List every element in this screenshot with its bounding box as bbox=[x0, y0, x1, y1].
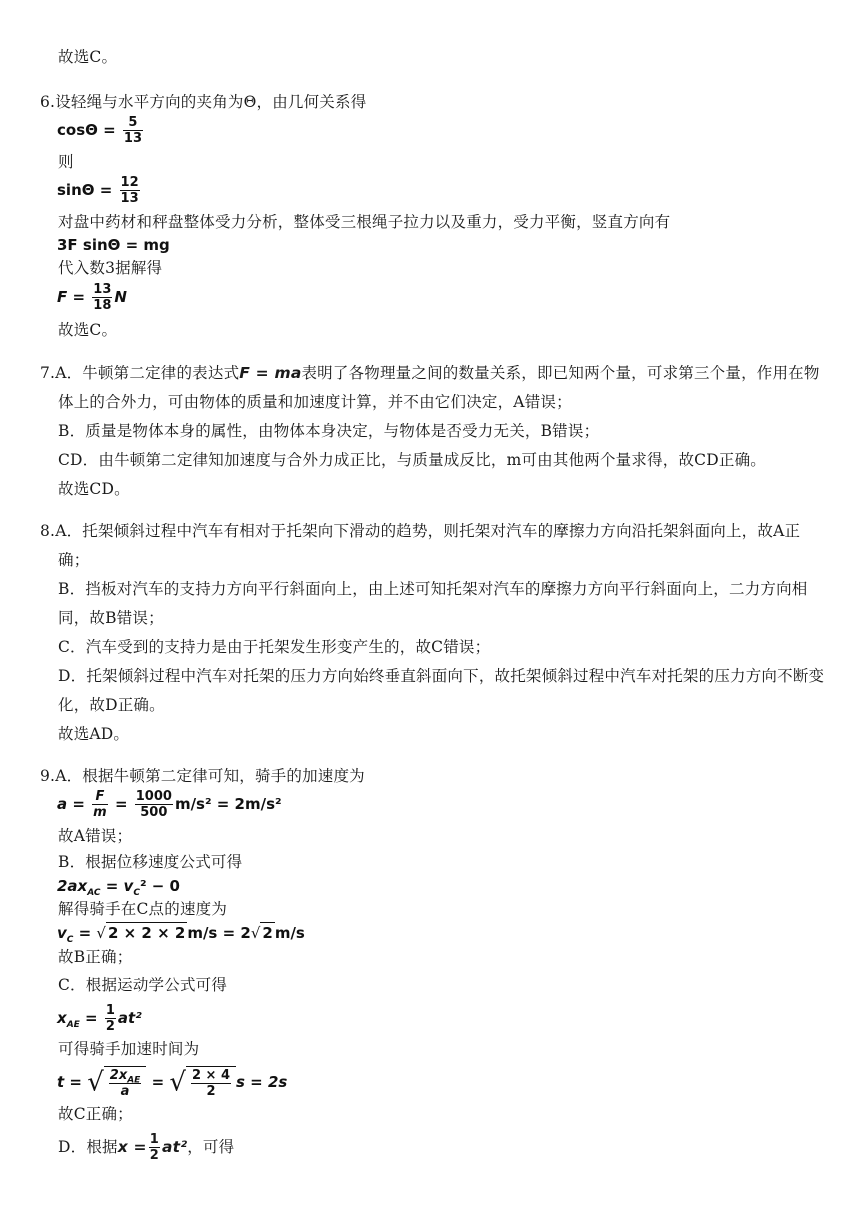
q9-b-eq-mid: = v bbox=[100, 877, 134, 895]
q6-intro: 6.设轻绳与水平方向的夹角为Θ，由几何关系得 bbox=[40, 93, 367, 111]
q6-f-numerator: 13 bbox=[93, 282, 112, 297]
q9-d-eq-lhs: x = bbox=[117, 1138, 147, 1156]
q9-b-eq-sub-c: C bbox=[133, 888, 140, 898]
q9-c-fraction bbox=[105, 1003, 116, 1034]
q9-c-denominator: 2 bbox=[105, 1019, 115, 1034]
q9-b-eq-sub-ac: AC bbox=[87, 888, 101, 898]
q9-t-fraction-2 bbox=[191, 1068, 231, 1099]
q6-sin-fraction bbox=[120, 175, 140, 206]
q7-option-b: B．质量是物体本身的属性，由物体本身决定，与物体是否受力无关，B错误； bbox=[58, 422, 600, 440]
q9-a-equals: = bbox=[114, 795, 128, 813]
q9-d-fraction bbox=[149, 1132, 160, 1163]
q9-t-radical-sign-2: √ bbox=[169, 1067, 186, 1098]
q7-conclusion: 故选CD。 bbox=[58, 480, 130, 498]
q9-option-b: B．根据位移速度公式可得 bbox=[58, 853, 243, 871]
q9-c-eq-lhs: x bbox=[57, 1009, 67, 1027]
q9-t-f1-numerator bbox=[109, 1068, 142, 1084]
q8-option-a: 8.A．托架倾斜过程中汽车有相对于托架向下滑动的趋势，则托架对汽车的摩擦力方向沿托架斜面向上，故A正 bbox=[40, 522, 801, 540]
q6-cos-numerator: 5 bbox=[123, 115, 143, 131]
q5-conclusion: 故选C。 bbox=[58, 48, 118, 66]
q9-c-time: 可得骑手加速时间为 bbox=[58, 1040, 200, 1058]
q9-a-f2-denominator: 500 bbox=[140, 805, 168, 820]
q9-option-c: C．根据运动学公式可得 bbox=[58, 976, 228, 994]
q9-a-result: 故A错误； bbox=[58, 827, 133, 845]
q6-sin-numerator: 12 bbox=[120, 175, 139, 190]
q9-d-numerator: 1 bbox=[149, 1132, 159, 1147]
q6-f-denominator: 18 bbox=[93, 298, 112, 313]
q8-option-b-cont: 同，故B错误； bbox=[58, 609, 164, 627]
q6-sin-lhs: sinΘ = bbox=[57, 181, 113, 199]
q6-cos-fraction bbox=[123, 115, 143, 146]
q9-c-result: 故C正确； bbox=[58, 1105, 133, 1123]
q9-t-f1-denominator: a bbox=[120, 1084, 130, 1099]
q9-a-rhs: m/s² = 2m/s² bbox=[174, 795, 282, 813]
q9-t-equals: = bbox=[151, 1073, 165, 1091]
q9-c-eq-eq: = bbox=[79, 1009, 98, 1027]
q6-cos-lhs: cosΘ = bbox=[57, 121, 116, 139]
q9-vc-formula bbox=[57, 922, 305, 943]
q9-a-lhs: a = bbox=[57, 795, 85, 813]
q9-b-eq-rhs: ² − 0 bbox=[139, 877, 180, 895]
q9-a-f2-numerator: 1000 bbox=[135, 789, 172, 804]
q6-f-unit: N bbox=[114, 288, 127, 306]
q9-t-radicand-1 bbox=[104, 1066, 147, 1099]
q9-accel-formula bbox=[57, 789, 282, 820]
q9-vc-sub: C bbox=[66, 935, 74, 945]
q9-vc-eq: = bbox=[73, 924, 97, 942]
q9-b-equation bbox=[57, 876, 180, 896]
q9-option-a: 9.A．根据牛顿第二定律可知，骑手的加速度为 bbox=[40, 767, 365, 785]
q6-substitute: 代入数3据解得 bbox=[58, 259, 163, 277]
q9-c-eq-sub: AE bbox=[66, 1020, 80, 1030]
q9-t-radical-sign-1: √ bbox=[87, 1067, 104, 1098]
q9-vc-radicand-2: 2 bbox=[262, 924, 273, 942]
q8-option-d-cont: 化，故D正确。 bbox=[58, 696, 165, 714]
q6-f-lhs: F = bbox=[57, 288, 86, 306]
q9-t-f1-numerator-sub: AE bbox=[127, 1075, 141, 1086]
q9-d-formula bbox=[117, 1132, 188, 1163]
q9-a-f1-numerator: F bbox=[92, 789, 108, 805]
q6-then: 则 bbox=[58, 153, 74, 171]
q6-conclusion: 故选C。 bbox=[58, 321, 118, 339]
q9-vc-radical-sign: √ bbox=[96, 924, 106, 942]
q6-sin-denominator: 13 bbox=[120, 191, 139, 206]
q7-option-cd: CD．由牛顿第二定律知加速度与合外力成正比，与质量成反比，m可由其他两个量求得，故CD正确。 bbox=[58, 451, 766, 469]
q7-a-post: 表明了各物理量之间的数量关系，即已知两个量，可求第三个量，作用在物 bbox=[301, 364, 820, 382]
q6-f-formula bbox=[57, 282, 127, 313]
q9-vc-radicand: 2 × 2 × 2 bbox=[107, 924, 186, 942]
q9-vc-unit-2: m/s bbox=[274, 924, 305, 942]
q9-t-f2-denominator: 2 bbox=[206, 1084, 216, 1099]
q6-cos-denominator: 13 bbox=[123, 131, 142, 146]
q6-force-equation: 3F sinΘ = mg bbox=[57, 236, 170, 254]
q9-t-formula bbox=[57, 1066, 287, 1099]
q6-sin-formula bbox=[57, 175, 142, 206]
q6-f-fraction bbox=[92, 282, 112, 313]
q9-t-f2-numerator: 2 × 4 bbox=[191, 1068, 231, 1083]
q8-option-d: D．托架倾斜过程中汽车对托架的压力方向始终垂直斜面向下，故托架倾斜过程中汽车对托架的压力方向不断变 bbox=[58, 667, 825, 685]
q9-b-eq-lhs: 2ax bbox=[57, 877, 88, 895]
q9-a-fraction-2 bbox=[135, 789, 173, 820]
q8-conclusion: 故选AD。 bbox=[58, 725, 130, 743]
q9-a-f1-denominator: m bbox=[93, 805, 107, 820]
q9-b-result: 故B正确； bbox=[58, 948, 133, 966]
q9-t-radicand-2 bbox=[186, 1066, 236, 1099]
q9-t-lhs: t = bbox=[57, 1073, 82, 1091]
q9-c-equation bbox=[57, 1003, 142, 1034]
q9-d-pre: D．根据 bbox=[58, 1138, 118, 1156]
q9-c-eq-rhs: at² bbox=[117, 1009, 142, 1027]
q6-analysis: 对盘中药材和秤盘整体受力分析，整体受三根绳子拉力以及重力，受力平衡，竖直方向有 bbox=[58, 213, 671, 231]
q8-option-a-cont: 确； bbox=[58, 551, 90, 569]
q9-t-rhs: s = 2s bbox=[236, 1073, 288, 1091]
q9-b-solve: 解得骑手在C点的速度为 bbox=[58, 900, 228, 918]
q9-c-numerator: 1 bbox=[105, 1003, 115, 1018]
q6-cos-formula bbox=[57, 115, 145, 146]
q7-a-formula: F = ma bbox=[239, 364, 302, 382]
q8-option-b: B．挡板对汽车的支持力方向平行斜面向上，由上述可知托架对汽车的摩擦力方向平行斜面向上，二力方向相 bbox=[58, 580, 808, 598]
q9-option-d bbox=[58, 1132, 234, 1163]
q9-a-fraction-1 bbox=[92, 789, 108, 820]
q7-a-pre: 7.A．牛顿第二定律的表达式 bbox=[40, 364, 240, 382]
q9-d-denominator: 2 bbox=[149, 1148, 159, 1163]
q9-vc-radical-sign-2: √ bbox=[250, 924, 261, 942]
q9-vc-lhs: v bbox=[57, 924, 67, 942]
q7-option-a-cont: 体上的合外力，可由物体的质量和加速度计算，并不由它们决定，A错误； bbox=[58, 393, 572, 411]
q9-t-fraction-1 bbox=[109, 1068, 142, 1099]
q9-t-f1-numerator-main: 2x bbox=[109, 1068, 128, 1083]
q9-vc-unit: m/s = 2 bbox=[187, 924, 251, 942]
q8-option-c: C．汽车受到的支持力是由于托架发生形变产生的，故C错误； bbox=[58, 638, 491, 656]
q9-d-post: ，可得 bbox=[187, 1138, 235, 1156]
q7-option-a bbox=[40, 363, 820, 383]
q9-d-eq-rhs: at² bbox=[161, 1138, 188, 1156]
